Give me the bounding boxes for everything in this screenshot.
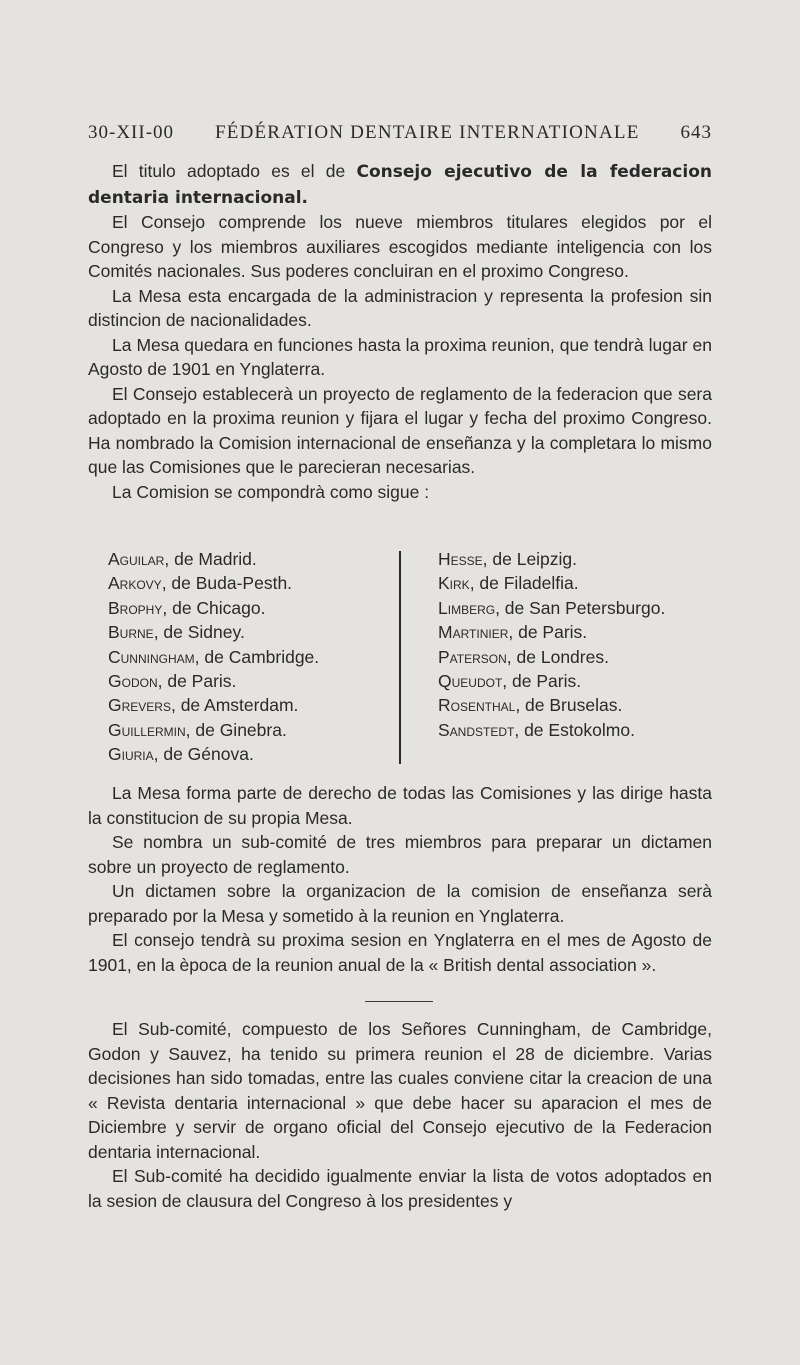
member-surname: Arkovy [108, 573, 162, 594]
member-city: , de Madrid. [164, 549, 257, 569]
commission-member [108, 718, 398, 742]
member-surname: Giuria [108, 744, 154, 765]
paragraph: Se nombra un sub-comité de tres miembros para preparar un dictamen sobre un proyecto de reglamento. [88, 832, 712, 877]
section-rule [365, 1001, 433, 1002]
commission-member [438, 596, 728, 620]
commission-member [108, 645, 398, 669]
member-city: , de Paris. [157, 671, 237, 692]
member-city: , de Paris. [502, 671, 582, 692]
commission-right-column [438, 547, 728, 742]
member-city: , de Leipzig. [482, 549, 578, 569]
member-city: , de Ginebra. [185, 719, 287, 740]
member-city: , de Amsterdam. [170, 695, 299, 716]
member-surname: Sandstedt [438, 719, 515, 740]
paragraph: Un dictamen sobre la organizacion de la comision de enseñanza serà preparado por la Mesa y sometido à la reunion en Ynglaterra. [88, 881, 712, 926]
commission-member [438, 547, 728, 571]
commission-member [108, 620, 398, 644]
commission-left-column [108, 547, 398, 767]
paragraph: La Mesa quedara en funciones hasta la proxima reunion, que tendrà lugar en Agosto de 1901 en Ynglaterra. [88, 334, 712, 379]
commission-member [108, 547, 398, 571]
member-surname: Hesse [438, 549, 483, 569]
council-title: Consejo ejecutivo de la federacion dentaria internacional. [88, 162, 712, 208]
header-date: 30-XII-00 [88, 122, 175, 143]
member-surname: Paterson [438, 646, 507, 667]
commission-member [438, 620, 728, 644]
running-header [88, 122, 712, 144]
paragraph: La Mesa forma parte de derecho de todas las Comisiones y las dirige hasta la constitucion de su propia Mesa. [88, 783, 712, 828]
member-city: , de Cambridge. [194, 646, 320, 667]
member-city: , de San Petersburgo. [495, 597, 666, 618]
page-number: 643 [680, 122, 712, 143]
member-surname: Aguilar [108, 549, 165, 569]
commission-member [108, 742, 398, 766]
paragraph: El Consejo establecerà un proyecto de reglamento de la federacion que sera adoptado en la proxima reunion y fijara el lugar y fecha del proximo Congreso. Ha nombrado la Comision internacional de enseñanza y la completara lo mismo que las Comisiones que le parecieran necesarias. [88, 383, 712, 477]
member-surname: Limberg [438, 597, 496, 618]
paragraph: El Sub-comité ha decidido igualmente enviar la lista de votos adoptados en la sesion de clausura del Congreso à los presidentes y [88, 1166, 712, 1211]
subcommittee-section [88, 1017, 712, 1213]
paragraph: El consejo tendrà su proxima sesion en Ynglaterra en el mes de Agosto de 1901, en la època de la reunion anual de la « British dental association ». [88, 930, 712, 975]
commission-member [108, 669, 398, 693]
member-surname: Grevers [108, 695, 171, 716]
paragraph: La Mesa esta encargada de la administracion y representa la profesion sin distincion de nacionalidades. [88, 285, 712, 330]
commission-member [438, 645, 728, 669]
column-divider [399, 551, 401, 764]
commission-member [438, 571, 728, 595]
member-city: , de Bruselas. [515, 695, 623, 716]
header-title: FÉDÉRATION DENTAIRE INTERNATIONALE [215, 122, 640, 143]
member-surname: Burne [108, 622, 154, 643]
member-surname: Martinier [438, 622, 509, 643]
paragraph: La Comision se compondrà como sigue : [112, 481, 430, 502]
member-surname: Brophy [108, 597, 163, 618]
member-surname: Guillermin [108, 719, 186, 740]
member-surname: Queudot [438, 671, 503, 692]
commission-member [438, 669, 728, 693]
member-surname: Rosenthal [438, 695, 516, 716]
paragraph: El Consejo comprende los nueve miembros titulares elegidos por el Congreso y los miembros auxiliares escogidos mediante inteligencia con los Comités nacionales. Sus poderes concluiran en el proximo Congreso. [88, 212, 712, 281]
member-city: , de Génova. [153, 744, 254, 765]
paragraph: El Sub-comité, compuesto de los Señores Cunningham, de Cambridge, Godon y Sauvez, ha tenido su primera reunion el 28 de diciembre. Varias decisiones han sido tomadas, entre las cuales conviene citar la creacion de una « Revista dentaria internacional » que debe hacer su aparacion el mes de Diciembre y servir de organo oficial del Consejo ejecutivo de la Federacion dentaria internacional. [88, 1019, 712, 1162]
member-surname: Godon [108, 671, 158, 692]
member-city: , de Buda-Pesth. [161, 573, 293, 594]
commission-member [438, 718, 728, 742]
resolutions-section [88, 781, 712, 977]
intro-section [88, 159, 712, 504]
member-city: , de Londres. [506, 646, 609, 667]
commission-member [108, 596, 398, 620]
member-surname: Kirk [438, 573, 470, 594]
commission-list [108, 547, 712, 765]
commission-member [438, 693, 728, 717]
member-city: , de Chicago. [162, 597, 266, 618]
member-city: , de Filadelfia. [469, 573, 579, 594]
member-city: , de Estokolmo. [514, 719, 635, 740]
commission-member [108, 693, 398, 717]
member-city: , de Paris. [508, 622, 588, 643]
commission-member [108, 571, 398, 595]
member-city: , de Sidney. [153, 622, 245, 643]
paragraph: El titulo adoptado es el de Consejo ejecutivo de la federacion dentaria internacional. [88, 161, 712, 208]
member-surname: Cunningham [108, 646, 195, 667]
